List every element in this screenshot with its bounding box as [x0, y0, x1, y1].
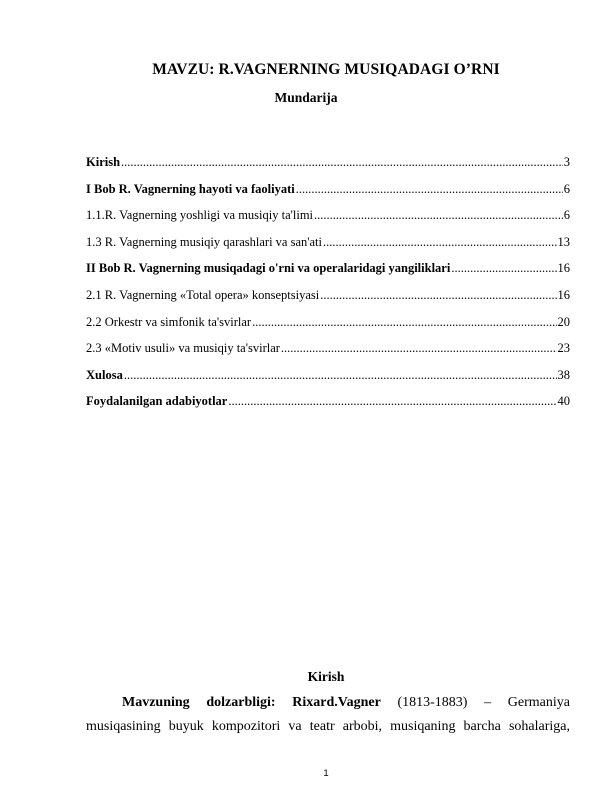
toc-entry-xulosa[interactable]	[86, 368, 570, 395]
intro-text: (1813-1883) – Germaniya	[397, 695, 571, 710]
toc-leader-dots	[124, 368, 557, 383]
toc-entry-kirish[interactable]	[86, 155, 570, 182]
page-number: 1	[323, 768, 329, 779]
toc-entry-page: 40	[557, 394, 570, 409]
toc-leader-dots	[296, 182, 563, 197]
intro-heading: Kirish	[307, 669, 345, 684]
toc-leader-dots	[121, 155, 563, 170]
toc-entry-label: 2.2 Orkestr va simfonik ta'svirlar	[86, 314, 252, 329]
toc-entry-section-1-3[interactable]	[86, 235, 570, 262]
toc-leader-dots	[228, 394, 556, 409]
toc-entry-chapter-1[interactable]	[86, 182, 570, 209]
toc-heading: Mundarija	[274, 90, 338, 105]
toc-entry-label: I Bob R. Vagnerning hayoti va faoliyati	[86, 181, 295, 196]
toc-entry-references[interactable]	[86, 394, 570, 421]
toc-leader-dots	[281, 341, 557, 356]
toc-leader-dots	[252, 315, 556, 330]
intro-bold-term: Mavzuning	[122, 695, 190, 710]
intro-line-1	[86, 691, 570, 715]
toc-leader-dots	[451, 261, 556, 276]
intro-bold-term: Rixard.Vagner	[292, 695, 381, 710]
toc-entry-label: Foydalanilgan adabiyotlar	[86, 394, 228, 409]
toc-entry-section-2-1[interactable]	[86, 288, 570, 315]
toc-entry-section-1-1[interactable]	[86, 208, 570, 235]
intro-bold-term: dolzarbligi:	[206, 695, 276, 710]
toc-leader-dots	[323, 235, 556, 250]
toc-leader-dots	[314, 208, 563, 223]
document-title: MAVZU: R.VAGNERNING MUSIQADAGI O’RNI	[152, 61, 500, 78]
toc-entry-label: II Bob R. Vagnerning musiqadagi o'rni va operalaridagi yangiliklari	[86, 261, 451, 276]
toc-entry-label: 2.1 R. Vagnerning «Total opera» konseptsiyasi	[86, 287, 320, 302]
toc-entry-page: 6	[563, 181, 570, 196]
toc-entry-section-2-2[interactable]	[86, 315, 570, 342]
intro-paragraph	[86, 691, 570, 739]
toc-entry-page: 6	[563, 208, 570, 223]
toc-entry-label: 1.3 R. Vagnerning musiqiy qarashlari va san'ati	[86, 234, 323, 249]
toc-entry-page: 16	[557, 261, 570, 276]
toc-entry-page: 16	[557, 287, 570, 302]
toc-entry-page: 38	[557, 367, 570, 382]
toc-entry-label: 1.1.R. Vagnerning yoshligi va musiqiy ta'limi	[86, 208, 314, 223]
toc-entry-label: Kirish	[86, 155, 121, 169]
toc-entry-chapter-2[interactable]	[86, 261, 570, 288]
toc-entry-page: 23	[557, 341, 570, 356]
toc-entry-page: 3	[563, 155, 570, 169]
toc-leader-dots	[320, 288, 556, 303]
toc-entry-section-2-3[interactable]	[86, 341, 570, 368]
toc-entry-label: 2.3 «Motiv usuli» va musiqiy ta'svirlar	[86, 341, 280, 356]
toc-entry-page: 13	[557, 234, 570, 249]
table-of-contents	[86, 155, 570, 421]
intro-line-2: musiqasining buyuk kompozitori va teatr arbobi, musiqaning barcha sohalariga,	[86, 719, 570, 734]
toc-entry-page: 20	[557, 314, 570, 329]
toc-entry-label: Xulosa	[86, 367, 123, 382]
